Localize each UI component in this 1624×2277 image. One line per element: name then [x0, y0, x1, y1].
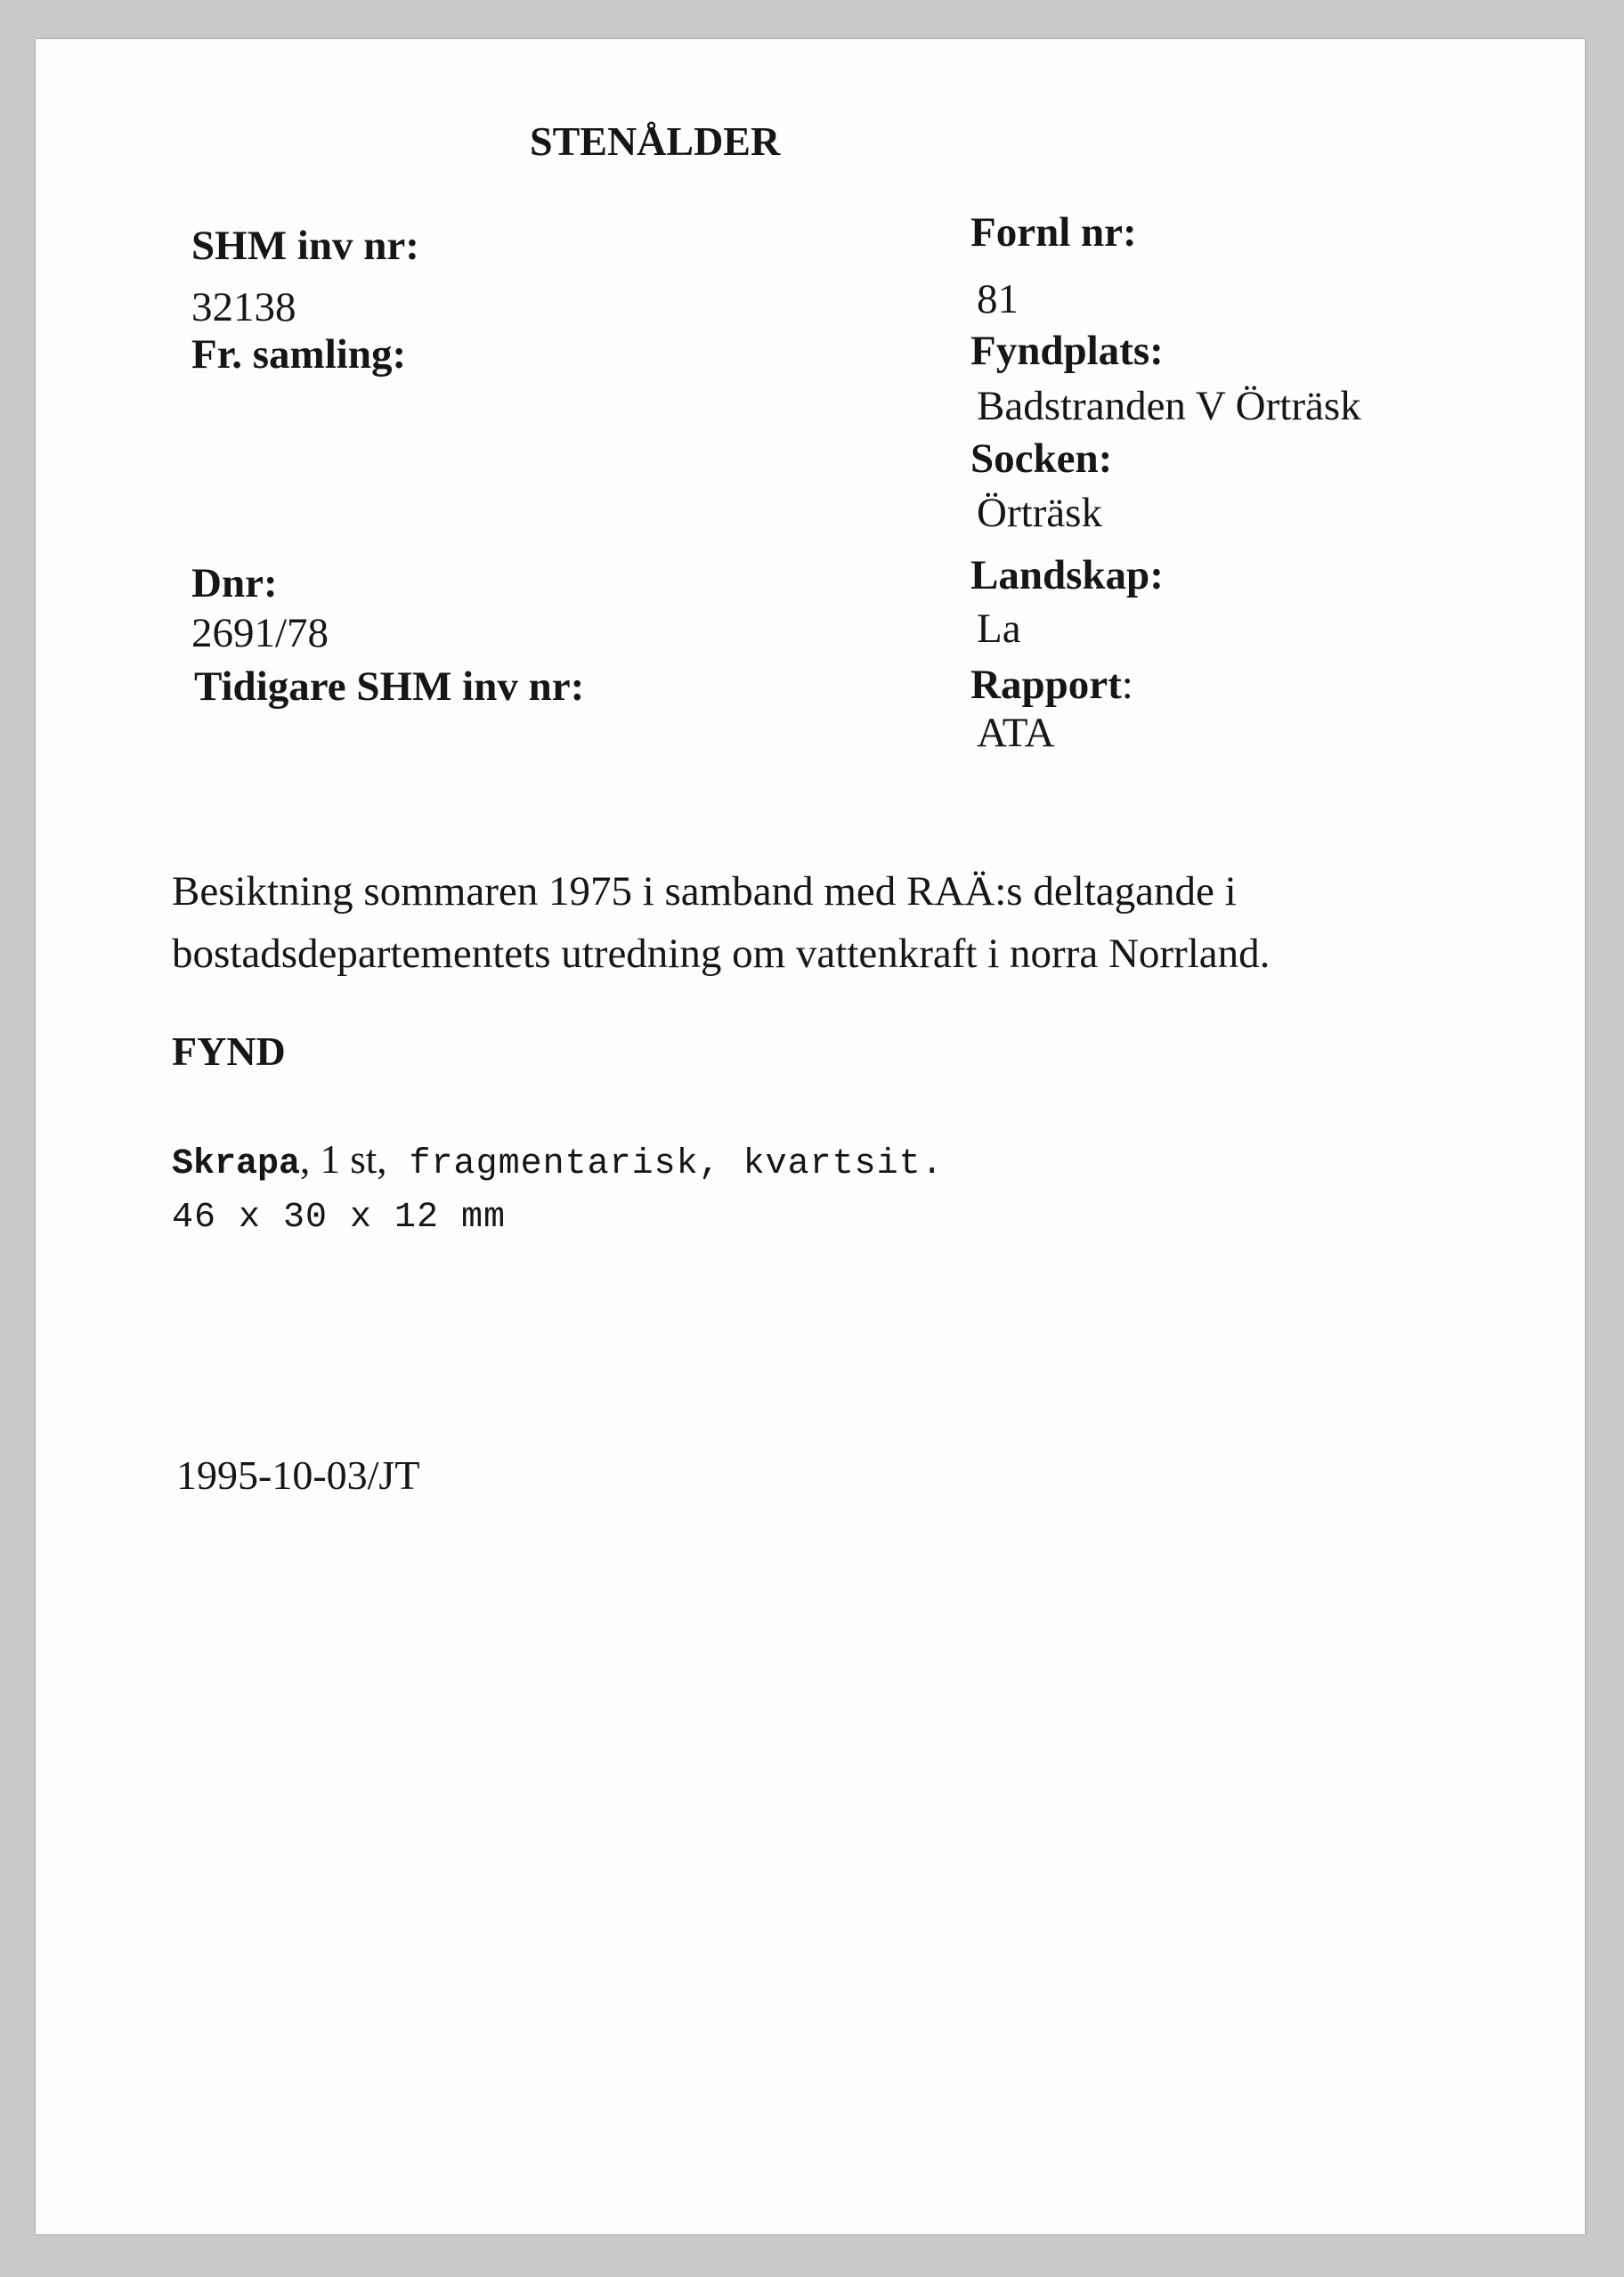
- find-item-description: fragmentarisk, kvartsit.: [386, 1144, 944, 1184]
- shm-inv-label: SHM inv nr:: [191, 223, 419, 269]
- date-signature: 1995-10-03/JT: [176, 1452, 420, 1498]
- description-paragraph: Besiktning sommaren 1975 i samband med RAÄ:s deltagande i bostadsdepartementets utredning om vattenkraft i norra Norrland.: [172, 868, 1271, 977]
- tidigare-shm-inv-label: Tidigare SHM inv nr:: [194, 663, 585, 710]
- rapport-label: [970, 661, 1133, 709]
- fyndplats-value: Badstranden V Örträsk: [977, 383, 1361, 429]
- rapport-value: ATA: [977, 710, 1055, 756]
- fornl-value: 81: [977, 276, 1019, 322]
- landskap-value: La: [977, 606, 1021, 652]
- fynd-heading: FYND: [172, 1029, 286, 1074]
- shm-inv-value: 32138: [191, 284, 296, 330]
- socken-label: Socken:: [970, 435, 1113, 482]
- find-line-1: [172, 1133, 944, 1191]
- find-item: [172, 1133, 944, 1245]
- find-item-name: Skrapa: [172, 1144, 301, 1184]
- find-item-count: , 1 st,: [300, 1137, 387, 1182]
- find-dimensions: 46 x 30 x 12 mm: [172, 1198, 507, 1238]
- dnr-value: 2691/78: [191, 610, 329, 656]
- fr-samling-label: Fr. samling:: [191, 331, 407, 378]
- document-sheet: [36, 39, 1585, 2234]
- fornl-label: Fornl nr:: [970, 209, 1137, 256]
- page-title: STENÅLDER: [530, 118, 781, 164]
- socken-value: Örträsk: [977, 490, 1102, 536]
- fyndplats-label: Fyndplats:: [970, 328, 1164, 374]
- landskap-label: Landskap:: [970, 552, 1164, 598]
- rapport-colon: :: [1121, 662, 1133, 708]
- rapport-label-text: Rapport: [970, 662, 1122, 708]
- dnr-label: Dnr:: [191, 560, 278, 606]
